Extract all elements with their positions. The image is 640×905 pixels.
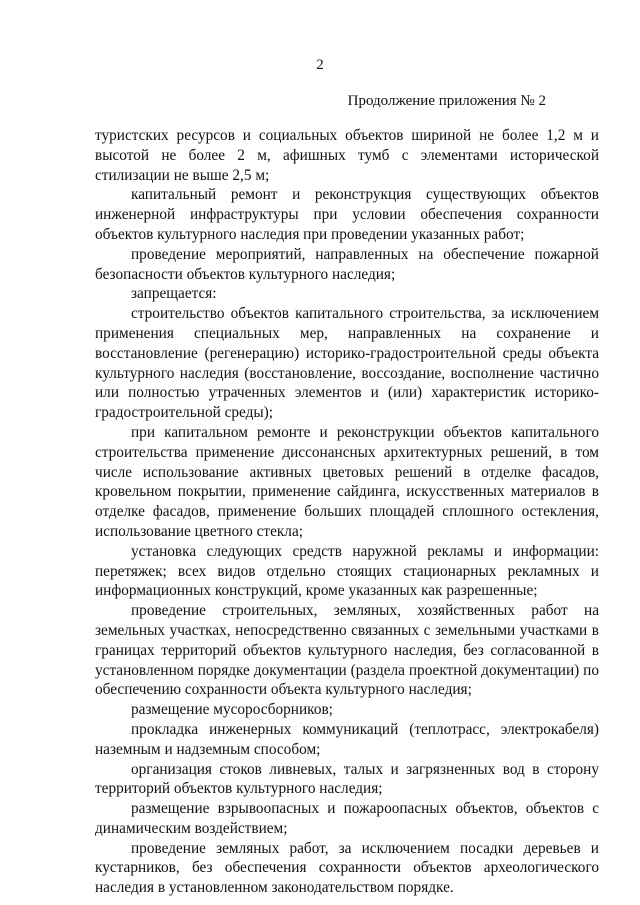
paragraph: проведение земляных работ, за исключением посадки деревьев и кустарников, без обеспечения сохранности объектов археологического наследия в установленном законодательством порядке. (95, 839, 599, 897)
document-body (95, 126, 599, 898)
paragraph: установка следующих средств наружной рекламы и информации: перетяжек; всех видов отдельно стоящих стационарных рекламных и информационных конструкций, кроме указанных как разрешенные; (95, 542, 599, 600)
paragraph: прокладка инженерных коммуникаций (теплотрасс, электрокабеля) наземным и надземным способом; (95, 720, 599, 758)
paragraph: капитальный ремонт и реконструкция существующих объектов инженерной инфраструктуры при условии обеспечения сохранности объектов культурного наследия при проведении указанных работ; (95, 186, 599, 243)
paragraph: при капитальном ремонте и реконструкции объектов капитального строительства применение диссонансных архитектурных решений, в том числе использование активных цветовых решений в отделке фасадов, кровельном покрытии, применение сайдинга, искусственных материалов в отделке фасадов, применение больших площадей сплошного остекления, использование цветного стекла; (95, 423, 599, 540)
paragraph: проведение строительных, земляных, хозяйственных работ на земельных участках, непосредственно связанных с земельными участками в границах территорий объектов культурного наследия, без согласованной в установленном порядке документации (раздела проектной документации) по обеспечению сохранности объекта культурного наследия; (95, 602, 599, 699)
paragraph: размещение взрывоопасных и пожароопасных объектов, объектов с динамическим воздействием; (95, 800, 599, 837)
paragraph-prohibited-heading: запрещается: (131, 285, 217, 303)
paragraph: проведение мероприятий, направленных на обеспечение пожарной безопасности объектов культурного наследия; (95, 245, 599, 283)
page-number: 2 (316, 57, 324, 73)
paragraph: организация стоков ливневых, талых и загрязненных вод в сторону территорий объектов культурного наследия; (95, 760, 599, 798)
paragraph: строительство объектов капитального строительства, за исключением применения специальных мер, направленных на сохранение и восстановление (регенерацию) историко-градостроительной среды объекта культурного наследия (восстановление, воссоздание, восполнение частично или полностью утраченных элементов и (или) характеристик историко-градостроительной среды); (95, 305, 599, 422)
paragraph: размещение мусоросборников; (131, 701, 333, 719)
appendix-continuation-note: Продолжение приложения № 2 (347, 93, 546, 109)
paragraph-continuation: туристских ресурсов и социальных объектов шириной не более 1,2 м и высотой не более 2 м, афишных тумб с элементами исторической стилизации не выше 2,5 м; (95, 127, 599, 184)
